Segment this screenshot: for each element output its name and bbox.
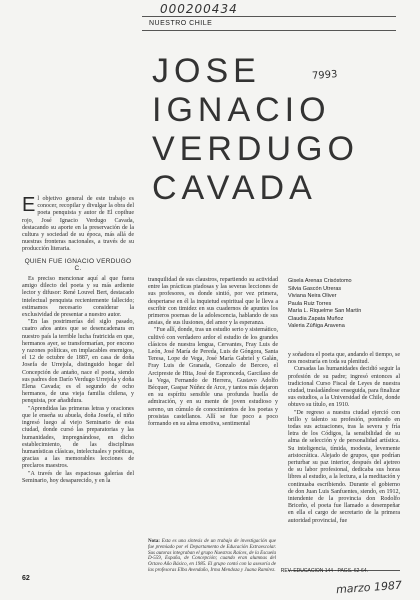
paragraph: "Aprendidas las primeras letras y oraciones que le enseña su abuela, doña Josefa, el niño ingresó luego al viejo Seminario de esta ciudad, donde cursó las preparatorias y las humanidades, impregnándose, en dicho establecimiento, de las disciplinas humanísticas clásicas, intelectuales y poéticas, gracias a las memorables lecciones de preclaros maestros. (22, 405, 134, 470)
title-line: CAVADA (152, 169, 317, 207)
title-line: JOSE (152, 52, 261, 90)
publication-reference: REV. EDUCACION 144 - PAGS. 62-64. (280, 568, 368, 574)
column-2 (148, 277, 278, 428)
intro-paragraph (22, 196, 134, 254)
paragraph: "En las postrimerías del siglo pasado, cuatro años antes que se desencadenara en nuestro país la terrible lucha fratricida en que, hermanos ayer, se transformarían, por encono y razones políticas, en implacables enemigos, el 12 de octubre de 1887, en casa de doña Josefa de Urrejola, distinguido hogar del Concepción de antaño, nace el poeta, siendo sus padres don Darío Verdugo Urrejola y doña Elena Cavada; es el segundo de ocho hermanos, de una vieja familia chilena, y penquista, por añadidura. (22, 319, 134, 405)
author-name: Claudia Zapata Muñoz (288, 315, 344, 322)
article-title (152, 52, 402, 208)
paragraph: "A través de las espaciosas galerías del Seminario, hoy desaparecido, y en la (22, 470, 134, 484)
paragraph: "De regreso a nuestra ciudad ejerció con brillo y talento su profesión, poniendo en todas sus actuaciones, tras la severa y fría letra de los Códigos, la sensibilidad de su alma de selección y de personalidad artística. Su inteligencia, tímida, modesta, levemente aristocrática. Alejado de grupos, que podrían perturbar su paz interior, después del ajetreo de su labor profesional, dedicaba sus horas libres al estudio, a la lectura, a la meditación y continuaba escribiendo. Durante el gobierno de don Juan Luis Sanfuentes, siendo, en 1912, intendente de la provincia don Rodolfo Briceño, el poeta fue llamado a desempeñar en ella el cargo de secretario de la primera autoridad provincial, fue (288, 409, 400, 524)
title-line: IGNACIO (152, 91, 331, 129)
paragraph: tranquilidad de sus claustros, repartiendo su actividad entre las prácticas piadosas y las severas lecciones de sus profesores, es donde sintió, por vez primera, despertarse en él la inquietud espiritual que le lleva a escribir con timidez en sus cuadernos de apuntes los primeros poemas de la adolescencia, hablando de sus ansias, de sus ilusiones, del amor y la esperanza. (148, 277, 278, 327)
author-name: Gisela Arenas Crisóstomo (288, 278, 352, 284)
column-1 (22, 196, 134, 485)
header-rule-top (142, 16, 396, 17)
author-name: Paula Ruiz Torres (288, 300, 332, 307)
author-name: Valeria Zúñiga Aravena (288, 323, 345, 329)
drop-cap: E (22, 194, 36, 216)
column-3 (288, 352, 400, 525)
note-text: Esta es una síntesis de un trabajo de investigación que fue premiado por el Departamento de Educación Extraescolar. Sus autoras integraban el grupo Nuestras Raíces, de la Escuela D-559, España, de Concepción; cuando eran alumnas del Octavo Año Básico, en 1985. El grupo contó con la asesoría de las profesoras Elba Avendaño, Irma Mendoza y Juana Ramírez. (148, 539, 277, 573)
header-rule-bottom (142, 30, 396, 31)
title-line: VERDUGO (152, 130, 359, 168)
note-label: Nota: (148, 539, 160, 544)
paragraph: "Fue allí, donde, tras un estudio serio y sistemático, cultivó con verdadero ardor el estudio de los grandes clásicos de nuestra lengua, Cervantes, Fray Luis de León, José María de Pereda, Luis de Góngora, Santa Teresa, Lope de Vega, José María Gabriel y Galán, Fray Luis de Granada, Gonzalo de Berceo, el Arcipreste de Hita, José de Espronceda, Garcilaso de la Vega, Fernando de Herrera, Gustavo Adolfo Bécquer, Gaspar Núñez de Arce, y tantos más dejaron en su espíritu sensible una profunda huella de admiración, y en su mente de joven estudioso y sereno, un cúmulo de conocimientos de los poetas y prosistas castellanos. Allí se fue poco a poco formando en su alma emotiva, sentimental (148, 327, 278, 428)
note-box (148, 539, 276, 574)
intro-text: l objetivo general de este trabajo es conocer, recopilar y divulgar la obra del poeta penquista y autor de El copihue rojo, José Ignacio Verdugo Cavada, destacando su aporte en la preservación de la cultura y sociedad de su época, más allá de nuestras fronteras nacionales, a través de su producción literaria. (22, 196, 134, 253)
page-number: 62 (22, 575, 30, 582)
paragraph: Cursadas las humanidades decidió seguir la profesión de su padre; ingresó entonces al tradicional Curso Fiscal de Leyes de nuestra ciudad, trasladándose enseguida, para finalizar sus estudios, a la Universidad de Chile, donde obtuvo su título, en 1910. (288, 366, 400, 409)
subheading: QUIEN FUE IGNACIO VERDUGO C. (24, 257, 132, 272)
section-label: NUESTRO CHILE (149, 20, 213, 27)
paragraph: Es preciso mencionar aquí al que fuera amigo dilecto del poeta y su más ardiente lector y difusor: René Louvel Bert, destacado intelectual penquista recientemente fallecido; estimamos necesario considerar la exclusividad de presentar a nuestro autor. (22, 276, 134, 319)
authors-list (288, 278, 361, 331)
author-name: Viviana Neira Oliver (288, 293, 337, 299)
handwritten-number: 7993 (311, 69, 338, 82)
archive-stamp: 000200434 (160, 2, 238, 16)
author-name: Silvia Gascón Utreras (288, 285, 342, 292)
author-name: María L. Riquelme San Martín (288, 308, 362, 314)
handwritten-date: marzo 1987 (335, 578, 403, 597)
paragraph: y soñadora el poeta que, andando el tiempo, se nos mostraría en toda su plenitud. (288, 352, 400, 366)
